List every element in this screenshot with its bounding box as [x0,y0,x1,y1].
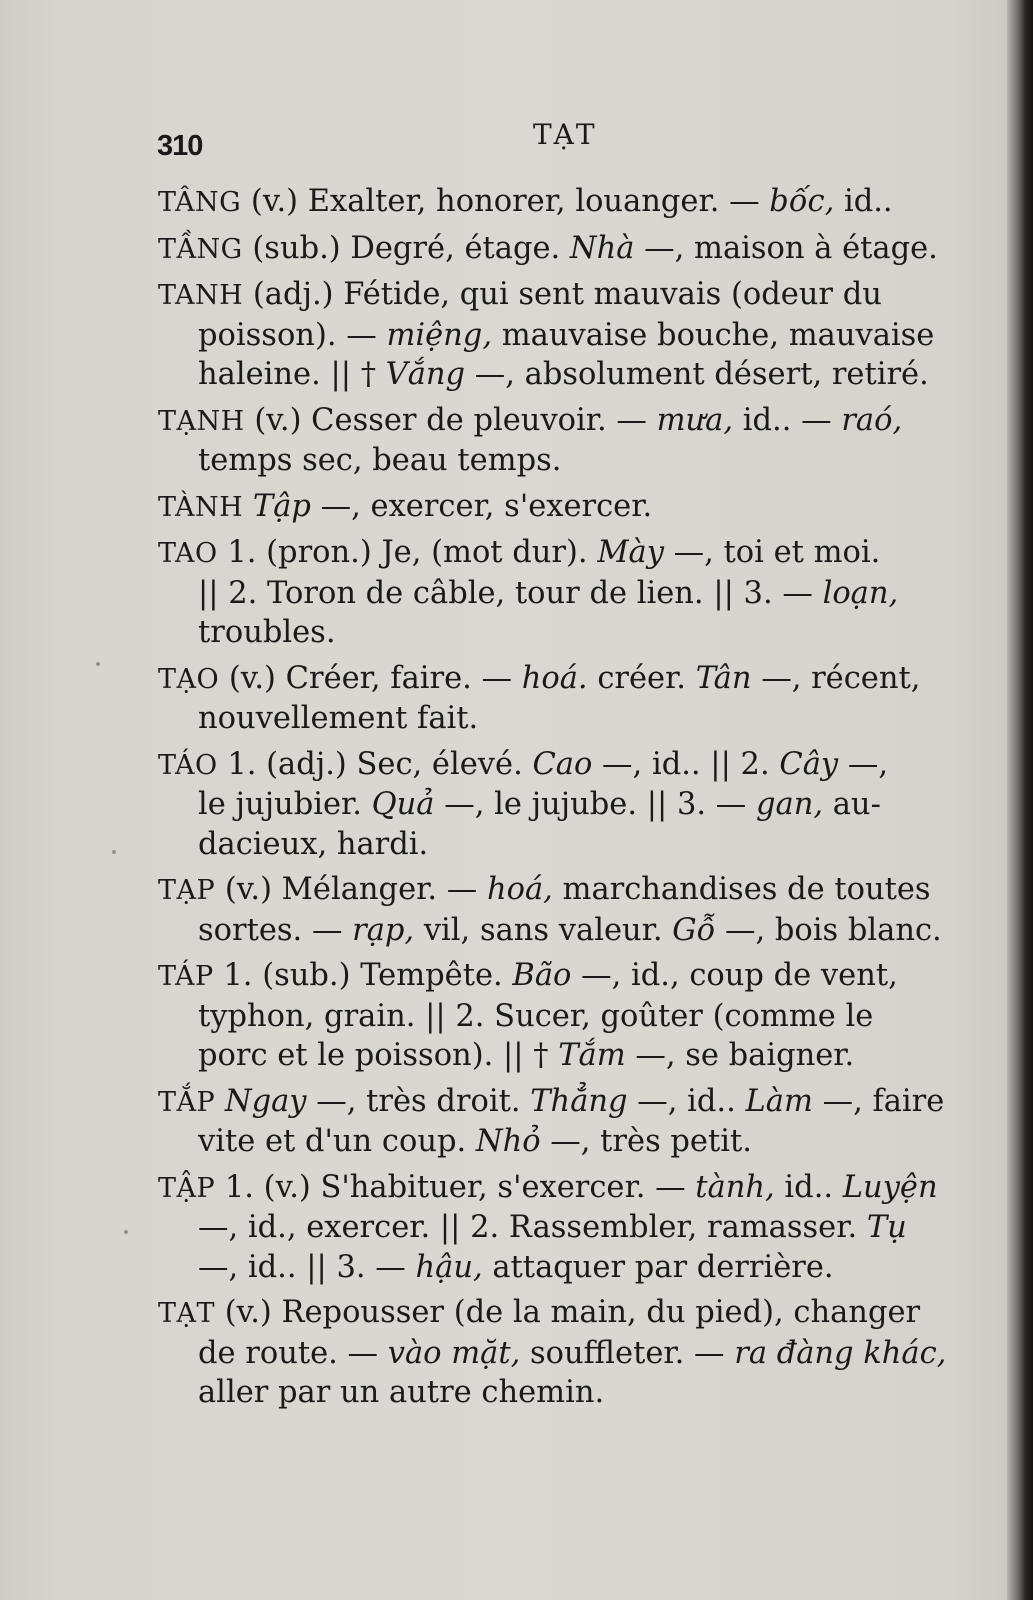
dictionary-entry [158,870,958,950]
definition-text: haleine. || † [198,357,386,392]
entry-headword: TẠT [158,1298,216,1329]
entry-line [158,1334,958,1374]
dictionary-entry [158,487,958,528]
definition-text: (v.) Cesser de pleuvoir. — [244,402,657,438]
definition-text: (v.) Créer, faire. — [219,660,522,696]
vietnamese-term: miệng, [386,317,493,353]
definition-text: dacieux, hardi. [198,826,429,862]
entry-line [158,699,958,739]
entry-line [158,956,958,997]
entry-line [158,870,958,911]
entry-headword: TANH [158,280,244,311]
definition-text: 1. (pron.) Je, (mot dur). [217,535,598,570]
definition-text: vil, sans valeur. [414,912,673,948]
entry-list [158,182,958,1419]
definition-text: —, faire [812,1083,945,1119]
definition-text: 1. (sub.) Tempête. [213,958,513,993]
definition-text [243,489,253,524]
running-head: TẠT [533,118,597,151]
vietnamese-term: Tân [695,660,752,696]
definition-text: —, absolument désert, retiré. [465,357,929,392]
entry-line [158,745,958,786]
entry-line [158,911,958,951]
definition-text: id.. — [733,402,842,438]
dictionary-entry [158,1168,958,1288]
definition-text: 1. (v.) S'habituer, s'exercer. — [215,1169,696,1205]
definition-text: temps sec, beau temps. [198,443,562,478]
vietnamese-term: mưa, [656,402,734,438]
entry-headword: TAO [158,538,218,569]
entry-line [158,659,958,700]
paper-speck [112,850,116,854]
definition-text: —, id.. || 3. — [198,1249,416,1285]
vietnamese-term: bốc, [769,184,835,219]
dictionary-entry [158,1293,958,1413]
entry-line [158,316,958,356]
definition-text: sortes. — [198,912,353,948]
definition-text: || 2. Toron de câble, tour de lien. || 3. — [198,575,823,611]
vietnamese-term: gan, [756,787,824,822]
vietnamese-term: Tắm [558,1038,626,1073]
definition-text: —, id.. || 2. [592,746,780,782]
vietnamese-term: tành, [695,1169,775,1205]
definition-text: (v.) Exalter, honorer, louanger. — [241,184,770,219]
vietnamese-term: Ngay [224,1083,307,1119]
dictionary-entry [158,956,958,1076]
definition-text: id.. [834,184,893,219]
entry-headword: TÂNG [158,187,242,218]
vietnamese-term: raó, [841,402,903,438]
vietnamese-term: Cây [779,746,839,782]
book-spine-shadow [1007,0,1033,1600]
entry-line [158,401,958,442]
entry-line [158,825,958,865]
dictionary-entry [158,745,958,865]
page-number: 310 [157,130,203,162]
vietnamese-term: Nhỏ [475,1124,541,1159]
definition-text: poisson). — [198,317,387,353]
definition-text: —, bois blanc. [715,912,942,948]
entry-line [158,229,958,270]
entry-headword: TẠP [158,875,216,906]
definition-text: —, id.. [627,1083,746,1119]
definition-text: marchandises de toutes [552,872,931,907]
dictionary-entry [158,229,958,270]
entry-line [158,1168,958,1209]
entry-headword: TÁP [158,961,214,992]
definition-text: —, id., exercer. || 2. Rassembler, ramasser. [198,1210,867,1245]
definition-text: 1. (adj.) Sec, élevé. [217,746,533,782]
entry-headword: TÁO [158,749,218,781]
definition-text: —, maison à étage. [634,230,938,266]
vietnamese-term: Gỗ [672,912,716,948]
entry-line [158,1122,958,1162]
vietnamese-term: Nhà [569,230,635,266]
entry-line [158,355,958,395]
entry-line [158,613,958,653]
definition-text: —, très petit. [540,1124,752,1159]
dictionary-entry [158,401,958,481]
entry-headword: TẬP [158,1172,216,1204]
entry-line [158,182,958,223]
vietnamese-term: vào mặt, [387,1335,521,1371]
definition-text: (adj.) Fétide, qui sent mauvais (odeur du [243,277,882,312]
definition-text: —, très droit. [306,1083,531,1119]
vietnamese-term: Cao [532,746,593,782]
definition-text: créer. [587,660,696,696]
entry-headword: TẠO [158,663,220,695]
vietnamese-term: Làm [745,1083,813,1119]
entry-headword: TẠNH [158,405,245,437]
definition-text: —, récent, [751,660,921,696]
entry-headword: TẮP [158,1086,216,1118]
definition-text: —, se baigner. [625,1038,855,1073]
definition-text: troubles. [198,615,336,650]
entry-line [158,533,958,574]
dictionary-entry [158,1082,958,1162]
definition-text: le jujubier. [198,787,372,822]
entry-headword: TẦNG [158,233,243,265]
definition-text: id.. [774,1169,843,1205]
entry-line [158,785,958,825]
dictionary-entry [158,182,958,223]
paper-speck [124,1230,128,1234]
entry-headword: TÀNH [158,491,244,523]
entry-line [158,1036,958,1076]
definition-text: porc et le poisson). || † [198,1038,559,1073]
definition-text: —, toi et moi. [663,535,881,570]
entry-line [158,1082,958,1123]
entry-line [158,574,958,614]
definition-text: souffleter. — [520,1335,735,1371]
vietnamese-term: rạp, [352,912,415,948]
dictionary-entry [158,659,958,739]
definition-text: —, le jujube. || 3. — [434,787,756,822]
vietnamese-term: Tập [252,488,311,524]
definition-text: nouvellement fait. [198,701,479,736]
definition-text: —, id., coup de vent, [571,958,898,993]
entry-line [158,441,958,481]
definition-text: de route. — [198,1335,388,1371]
dictionary-entry [158,533,958,653]
definition-text: attaquer par derrière. [482,1249,834,1285]
definition-text: (sub.) Degré, étage. [242,230,570,266]
vietnamese-term: Vắng [385,357,466,392]
definition-text: —, exercer, s'exercer. [310,488,653,524]
definition-text: —, [838,746,889,782]
vietnamese-term: Luyện [842,1169,938,1205]
definition-text: (v.) Mélanger. — [215,872,487,907]
definition-text: vite et d'un coup. [198,1124,476,1159]
definition-text: aller par un autre chemin. [198,1375,605,1410]
entry-line [158,1293,958,1334]
paper-speck [96,662,100,666]
entry-line [158,1208,958,1248]
page-header [0,118,1000,168]
vietnamese-term: Tụ [866,1210,907,1245]
vietnamese-term: Mày [597,535,664,570]
entry-line [158,1373,958,1413]
vietnamese-term: hoá, [486,872,553,907]
definition-text: typhon, grain. || 2. Sucer, goûter (comme le [198,998,874,1034]
definition-text [215,1084,225,1119]
vietnamese-term: Thẳng [530,1083,628,1119]
entry-line [158,275,958,316]
vietnamese-term: hậu, [415,1249,483,1285]
vietnamese-term: Bão [512,958,572,993]
definition-text: au- [823,787,881,822]
dictionary-entry [158,275,958,395]
vietnamese-term: ra đàng khác, [734,1335,947,1371]
vietnamese-term: hoá. [521,660,588,696]
definition-text: (v.) Repousser (de la main, du pied), changer [215,1295,921,1330]
vietnamese-term: Quả [371,787,435,822]
entry-line [158,487,958,528]
entry-line [158,1248,958,1288]
entry-line [158,997,958,1037]
definition-text: mauvaise bouche, mauvaise [492,317,935,353]
vietnamese-term: loạn, [822,575,899,611]
